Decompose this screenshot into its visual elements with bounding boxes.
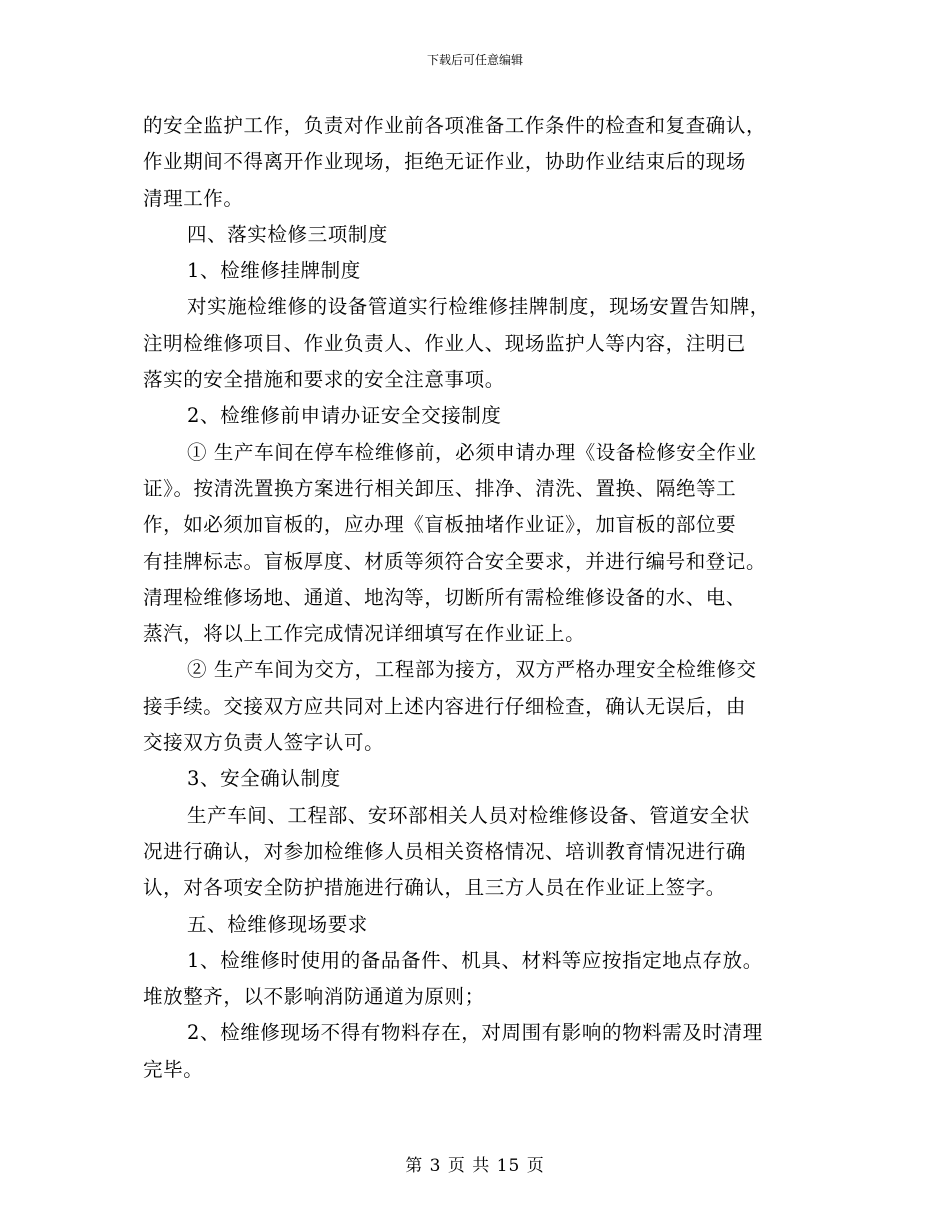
page-number-footer: 第 3 页 共 15 页: [405, 1156, 545, 1176]
text-line: 对实施检维修的设备管道实行检维修挂牌制度，现场安置告知牌，: [187, 295, 770, 319]
text-line: 1、检维修时使用的备品备件、机具、材料等应按指定地点存放。: [187, 948, 763, 972]
text-line: 堆放整齐，以不影响消防通道为原则；: [143, 985, 485, 1009]
text-line: 的安全监护工作，负责对作业前各项准备工作条件的检查和复查确认，: [143, 114, 767, 137]
text-line: 认，对各项安全防护措施进行确认，且三方人员在作业证上签字。: [143, 876, 726, 900]
page-header: 下载后可任意编辑: [426, 53, 523, 67]
text-line: 完毕。: [143, 1057, 204, 1081]
document-body: [143, 108, 808, 1088]
text-line: 接手续。交接双方应共同对上述内容进行仔细检查，确认无误后，由: [143, 694, 747, 718]
text-line: 落实的安全措施和要求的安全注意事项。: [143, 368, 505, 392]
text-line: 清理工作。: [143, 186, 244, 210]
text-line: 作业期间不得离开作业现场，拒绝无证作业，协助作业结束后的现场: [143, 150, 747, 174]
subsection-heading: 1、检维修挂牌制度: [187, 259, 361, 283]
text-line: ② 生产车间为交方，工程部为接方，双方严格办理安全检维修交: [187, 658, 757, 682]
section-heading: 四、落实检修三项制度: [187, 222, 389, 246]
subsection-heading: 3、安全确认制度: [187, 767, 341, 791]
subsection-heading: 2、检维修前申请办证安全交接制度: [187, 404, 502, 428]
text-line: 有挂牌标志。盲板厚度、材质等须符合安全要求，并进行编号和登记。: [143, 549, 767, 573]
text-line: 作，如必须加盲板的，应办理《盲板抽堵作业证》，加盲板的部位要: [143, 513, 737, 537]
text-line: 注明检维修项目、作业负责人、作业人、现场监护人等内容，注明已: [143, 331, 747, 355]
section-heading: 五、检维修现场要求: [187, 912, 368, 936]
text-line: 况进行确认，对参加检维修人员相关资格情况、培训教育情况进行确: [143, 839, 747, 863]
text-line: ① 生产车间在停车检维修前，必须申请办理《设备检修安全作业: [187, 440, 757, 464]
text-line: 蒸汽，将以上工作完成情况详细填写在作业证上。: [143, 622, 586, 646]
text-line: 生产车间、工程部、安环部相关人员对检维修设备、管道安全状: [187, 803, 750, 827]
text-line: 交接双方负责人签字认可。: [143, 731, 385, 755]
text-line: 2、检维修现场不得有物料存在，对周围有影响的物料需及时清理: [187, 1021, 763, 1045]
text-line: 清理检维修场地、通道、地沟等，切断所有需检维修设备的水、电、: [143, 585, 747, 609]
text-line: 证》。按清洗置换方案进行相关卸压、排净、清洗、置换、隔绝等工: [143, 476, 737, 500]
